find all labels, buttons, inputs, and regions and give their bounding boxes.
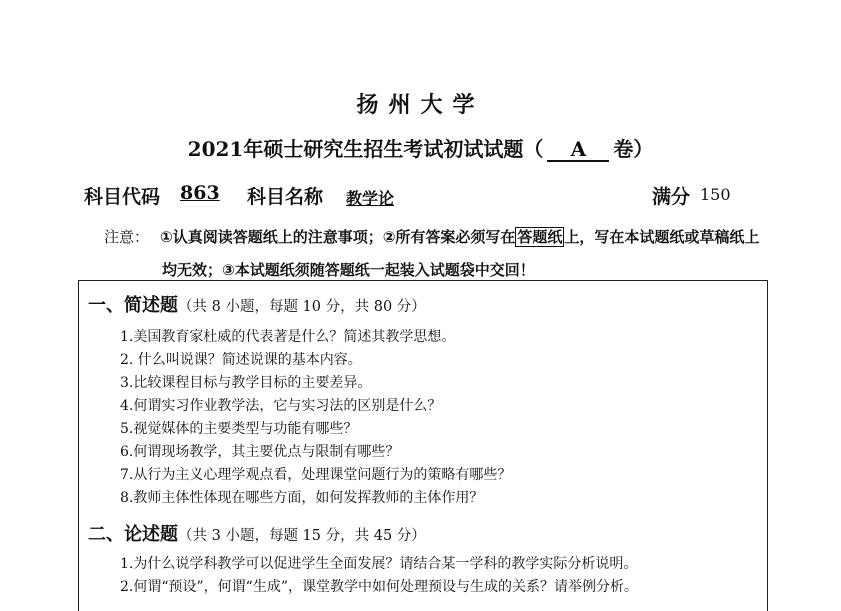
question-item: 2.何谓“预设”，何谓“生成”，课堂教学中如何处理预设与生成的关系？请举例分析。 bbox=[120, 579, 638, 595]
question-item: 1.美国教育家杜威的代表著是什么？简述其教学思想。 bbox=[120, 329, 456, 345]
section-heading bbox=[88, 291, 426, 317]
subject-code: 863 bbox=[180, 182, 220, 204]
university-name: 扬州大学 bbox=[356, 92, 485, 118]
question-item: 5.视觉媒体的主要类型与功能有哪些？ bbox=[120, 421, 358, 437]
question-item: 7.从行为主义心理学观点看，处理课堂问题行为的策略有哪些？ bbox=[120, 467, 512, 483]
full-marks-value: 150 bbox=[700, 185, 731, 204]
question-item: 4.何谓实习作业教学法，它与实习法的区别是什么？ bbox=[120, 398, 442, 414]
exam-title bbox=[0, 133, 841, 162]
section-heading bbox=[88, 520, 426, 546]
subject-name: 教学论 bbox=[346, 189, 395, 208]
notice-line-1-end: 上，写在本试题纸或草稿纸上 bbox=[564, 228, 760, 246]
question-item: 3.比较课程目标与教学目标的主要差异。 bbox=[120, 375, 372, 391]
notice-line-2: 均无效；③本试题纸须随答题纸一起装入试题袋中交回！ bbox=[162, 261, 535, 279]
full-marks-label: 满分 bbox=[652, 186, 691, 208]
question-item: 6.何谓现场教学，其主要优点与限制有哪些？ bbox=[120, 444, 400, 460]
subject-code-label: 科目代码 bbox=[84, 186, 161, 208]
section-scoring-note: （共 3 小题，每题 15 分，共 45 分） bbox=[178, 528, 426, 544]
section-title: 一、简述题 bbox=[88, 295, 178, 316]
subject-name-label: 科目名称 bbox=[247, 186, 324, 208]
question-item: 8.教师主体性体现在哪些方面，如何发挥教师的主体作用？ bbox=[120, 490, 484, 506]
question-item: 2. 什么叫说课？简述说课的基本内容。 bbox=[120, 352, 362, 368]
section-title: 二、论述题 bbox=[88, 524, 178, 545]
notice-label: 注意： bbox=[104, 228, 150, 246]
exam-title-suffix: 卷） bbox=[613, 137, 654, 161]
paper-letter: A bbox=[547, 138, 609, 162]
answer-sheet-boxed-text: 答题纸 bbox=[517, 228, 563, 246]
exam-title-prefix: 2021年硕士研究生招生考试初试试题（ bbox=[187, 137, 544, 161]
notice-line-1 bbox=[160, 226, 759, 247]
section-scoring-note: （共 8 小题，每题 10 分，共 80 分） bbox=[178, 299, 426, 315]
question-item: 1.为什么说学科教学可以促进学生全面发展？请结合某一学科的教学实际分析说明。 bbox=[120, 556, 638, 572]
notice-line-1-start: ①认真阅读答题纸上的注意事项；②所有答案必须写在 bbox=[160, 228, 516, 246]
